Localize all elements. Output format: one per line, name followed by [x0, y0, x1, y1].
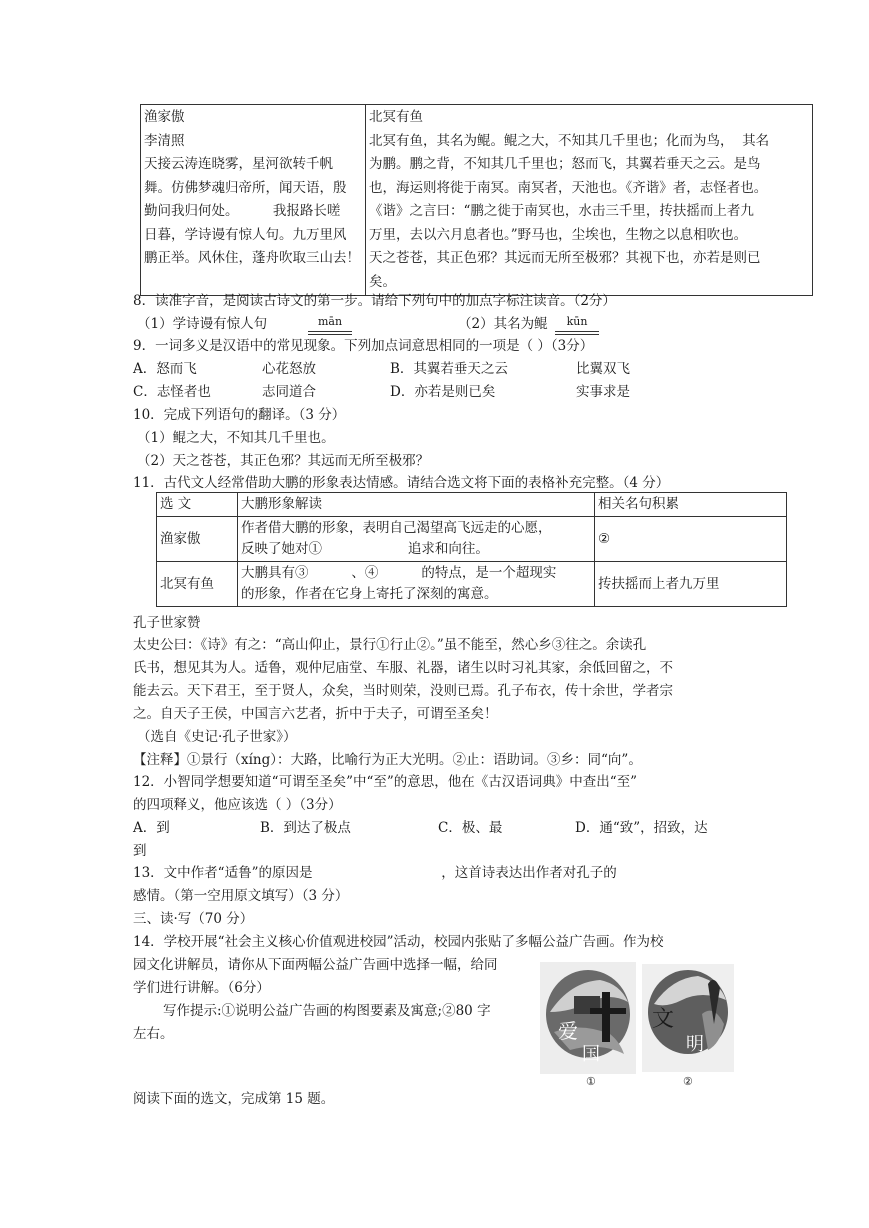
passage-source: （选自《史记·孔子世家》） [137, 729, 297, 745]
prose-line: 矣。 [369, 273, 396, 290]
q9-option-d: D．亦若是则已矣 [390, 384, 496, 400]
q9-option-c: C．志怪者也 [133, 384, 211, 400]
header-cell: 大鹏形象解读 [238, 493, 595, 517]
poster-patriotism-icon [540, 962, 636, 1074]
q11-table [156, 492, 787, 607]
table-row [157, 517, 787, 562]
q8-answer1 [308, 312, 352, 332]
poster-civility-icon [642, 964, 734, 1072]
poem-line: 鹏正举。风休住，蓬舟吹取三山去！ [144, 250, 360, 266]
poem-line: 天接云涛连晓雾，星河欲转千帆 [144, 156, 333, 172]
q10-line2: （2）天之苍苍，其正色邪？其远而无所至极邪？ [137, 453, 430, 469]
poster-image-2 [642, 964, 734, 1072]
prose-title: 北冥有鱼 [369, 109, 423, 125]
poem-title: 渔家傲 [144, 109, 185, 125]
poster-caption-1: ① [586, 1075, 596, 1088]
q12-option-d-tail: 到 [133, 843, 147, 859]
poster-caption-2: ② [683, 1075, 693, 1088]
poster-1-char: 国 [582, 1044, 600, 1065]
q9-option-a-compare: 心花怒放 [262, 361, 316, 377]
q12-option-c: C．极、最 [438, 820, 503, 836]
passage-line: 能去云。天下君王，至于贤人，众矣，当时则荣，没则已焉。孔子布衣，传十余世，学者宗 [133, 683, 673, 699]
poster-image-1 [540, 962, 636, 1074]
cell-line: 反映了她对① 追求和向往。 [241, 541, 489, 557]
q8-stem: 8．读准字音，是阅读古诗文的第一步。请给下列句中的加点字标注读音。（2分） [133, 293, 616, 309]
q12-option-a: A．到 [133, 820, 170, 836]
passage-note: 【注释】①景行（xíng）：大路，比喻行为正大光明。②止：语助词。③乡：同“向”。 [133, 752, 642, 768]
q13-line2: 感情。（第一空用原文填写）（3 分） [133, 888, 349, 904]
q8-item2: （2）其名为鲲 [458, 316, 548, 332]
q14-line2: 园文化讲解员，请你从下面两幅公益广告画中选择一幅，给同 [133, 957, 498, 973]
passage-line: 氏书，想见其为人。适鲁，观仲尼庙堂、车服、礼器，诸生以时习礼其家，余低回留之，不 [133, 660, 673, 676]
q12-option-b: B．到达了极点 [260, 820, 351, 836]
poster-2-char: 明 [686, 1034, 704, 1055]
poster-1-char: 爱 [558, 1019, 578, 1043]
passage-line: 太史公曰：《诗》有之：“高山仰止，景行①行止②。”虽不能至，然心乡③往之。余读孔 [133, 637, 647, 653]
prose-line: 北冥有鱼，其名为鲲。鲲之大，不知其几千里也；化而为鸟， 其名 [369, 132, 770, 149]
table-cell [238, 562, 595, 607]
table-header-row [157, 493, 787, 517]
q8-item1: （1）学诗谩有惊人句 [137, 316, 268, 332]
cell-line: 作者借大鹏的形象，表明自己渴望高飞远走的心愿， [241, 520, 552, 536]
passage-title: 孔子世家赞 [133, 615, 201, 631]
q14-line3: 学们进行讲解。（6分） [133, 980, 270, 996]
section-heading: 三、读·写（70 分） [133, 911, 254, 927]
prose-line: 天之苍苍，其正色邪？其远而无所至极邪？其视下也，亦若是则已 [369, 250, 761, 266]
table-cell: 北冥有鱼 [157, 562, 238, 607]
q9-option-b: B．其翼若垂天之云 [390, 361, 508, 377]
table-cell[interactable]: ② [595, 517, 787, 562]
q10-line1: （1）鲲之大，不知其几千里也。 [137, 430, 335, 446]
poem-line: 舞。仿佛梦魂归帝所，闻天语，殷 [144, 179, 347, 196]
header-cell: 选 文 [157, 493, 238, 517]
q11-stem: 11．古代文人经常借助大鹏的形象表达情感。请结合选文将下面的表格补充完整。（4 分） [133, 475, 670, 491]
q15-intro: 阅读下面的选文，完成第 15 题。 [133, 1091, 335, 1107]
cell-line: 大鹏具有③ 、④ 的特点，是一个超现实 [241, 565, 557, 581]
table-cell: 渔家傲 [157, 517, 238, 562]
q9-option-a: A．怒而飞 [133, 361, 197, 377]
q9-option-b-compare: 比翼双飞 [576, 361, 630, 377]
q8-answer2 [555, 312, 599, 332]
q14-line1: 14．学校开展“社会主义核心价值观进校园”活动，校园内张贴了多幅公益广告画。作为校 [133, 934, 664, 950]
prose-line: 万里，去以六月息者也。”野马也，尘埃也，生物之以息相吹也。 [369, 226, 748, 243]
poem-line: 日暮，学诗谩有惊人句。九万里风 [144, 226, 347, 243]
cell-line: 的形象，作者在它身上寄托了深刻的寓意。 [241, 586, 498, 602]
passage-line: 之。自天子王侯，中国言六艺者，折中于夫子，可谓至圣矣！ [133, 706, 498, 722]
table-row [157, 562, 787, 607]
q13-line1: 13．文中作者“适鲁”的原因是 ，这首诗表达出作者对孔子的 [133, 865, 617, 881]
q9-stem: 9．一词多义是汉语中的常见现象。下列加点词意思相同的一项是（ ）（3分） [133, 338, 594, 354]
q9-option-d-compare: 实事求是 [576, 384, 630, 400]
q12-stem-line2: 的四项释义，他应该选（ ）（3分） [133, 797, 342, 813]
q12-option-d: D．通“致”，招致，达 [575, 820, 708, 836]
table-cell: 抟扶摇而上者九万里 [595, 562, 787, 607]
prose-line: 为鹏。鹏之背，不知其几千里也；怒而飞，其翼若垂天之云。是鸟 [369, 156, 761, 172]
table-cell [238, 517, 595, 562]
pinyin-answer: mān [308, 313, 352, 332]
q14-line5: 左右。 [133, 1026, 174, 1042]
poem-passage-table [140, 104, 813, 296]
pinyin-answer: kūn [555, 313, 599, 332]
poem-line: 勤问我归何处。 我报路长嗟 [144, 203, 341, 219]
q14-writing-hint: 写作提示:①说明公益广告画的构图要素及寓意;②80 字 [163, 1003, 491, 1019]
poster-2-char: 文 [652, 1007, 675, 1032]
header-cell: 相关名句积累 [595, 493, 787, 517]
prose-cell [366, 105, 813, 296]
prose-line: 《谐》之言曰：“鹏之徙于南冥也，水击三千里，抟扶摇而上者九 [369, 203, 754, 219]
poem-author: 李清照 [144, 132, 185, 149]
q9-option-c-compare: 志同道合 [262, 384, 316, 400]
q12-stem-line1: 12．小智同学想要知道“可谓至圣矣”中“至”的意思，他在《古汉语词典》中查出“至” [133, 774, 638, 790]
q10-stem: 10．完成下列语句的翻译。（3 分） [133, 407, 346, 423]
prose-line: 也，海运则将徙于南冥。南冥者，天池也。《齐谐》者，志怪者也。 [369, 179, 768, 196]
poem-cell [141, 105, 366, 296]
